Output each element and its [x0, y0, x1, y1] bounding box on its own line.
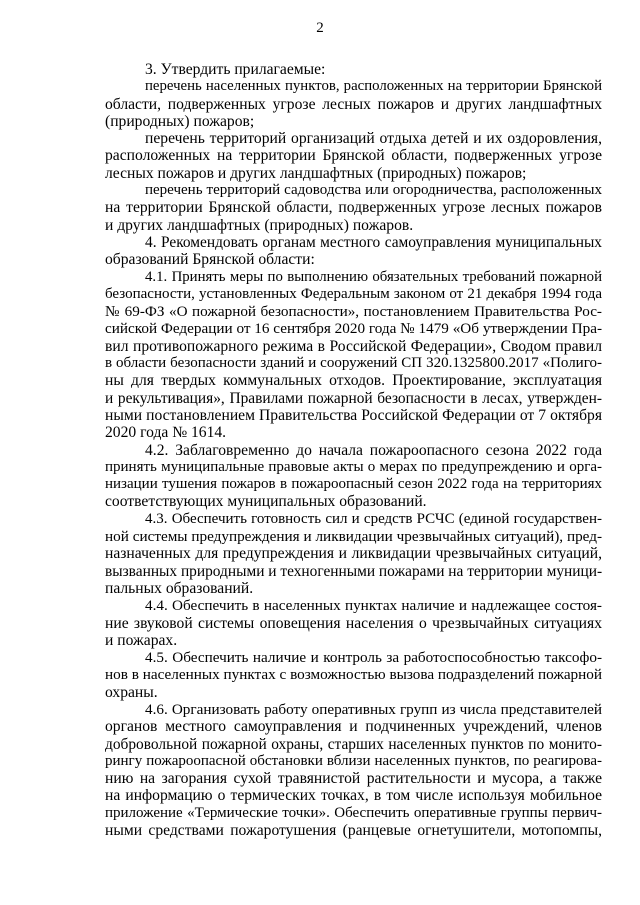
- text-line: ной системы предупреждения и ликвидации чрезвычайных ситуаций), пред-: [105, 528, 602, 546]
- text-line: в области безопасности зданий и сооружений СП 320.1325800.2017 «Полиго-: [105, 355, 602, 372]
- text-line: расположенных на территории Брянской области, подверженных угрозе: [105, 147, 602, 165]
- document-body: [105, 61, 602, 839]
- text-line: 4.5. Обеспечить наличие и контроль за работоспособностью таксофо-: [145, 649, 602, 667]
- text-line: перечень территорий организаций отдыха детей и их оздоровления,: [145, 130, 602, 148]
- text-line: вил противопожарного режима в Российской Федерации», Сводом правил: [105, 337, 602, 355]
- text-line: назначенных для предупреждения и ликвидации чрезвычайных ситуаций,: [105, 545, 602, 563]
- text-line: 2020 года № 1614.: [105, 424, 227, 442]
- text-line: рингу пожароопасной обстановки вблизи населенных пунктов, по реагирова-: [105, 752, 602, 769]
- text-line: сийской Федерации от 16 сентября 2020 года № 1479 «Об утверждении Пра-: [105, 320, 602, 338]
- text-line: пальных образований.: [105, 579, 254, 597]
- text-line: принять муниципальные правовые акты о мерах по предупреждению и орга-: [105, 458, 602, 475]
- text-line: № 69-ФЗ «О пожарной безопасности», постановлением Правительства Рос-: [105, 303, 602, 321]
- text-line: (природных) пожаров;: [105, 112, 255, 130]
- text-line: на информацию о термических точках, в том числе используя мобильное: [105, 787, 602, 805]
- text-line: 4.2. Заблаговременно до начала пожароопасного сезона 2022 года: [145, 441, 602, 459]
- text-line: добровольной пожарной охраны, старших населенных пунктов по монито-: [105, 735, 602, 753]
- text-line: приложение «Термические точки». Обеспечить оперативные группы первич-: [105, 804, 602, 821]
- text-line: ние звуковой системы оповещения населения о чрезвычайных ситуациях: [105, 614, 602, 632]
- text-line: 4. Рекомендовать органам местного самоуправления муниципальных: [145, 233, 602, 251]
- text-line: ными средствами пожаротушения (ранцевые огнетушители, мотопомпы,: [105, 822, 602, 840]
- text-line: ны для твердых коммунальных отходов. Проектирование, эксплуатация: [105, 372, 602, 390]
- text-line: охраны.: [105, 683, 158, 701]
- text-line: 3. Утвердить прилагаемые:: [145, 61, 326, 78]
- text-line: вызванных природными и техногенными пожарами на территории муници-: [105, 562, 603, 580]
- text-line: 4.3. Обеспечить готовность сил и средств РСЧС (единой государствен-: [145, 510, 602, 527]
- text-line: на территории Брянской области, подверженных угрозе лесных пожаров: [105, 199, 602, 217]
- page-number: 2: [316, 20, 324, 36]
- text-line: нов в населенных пунктах с возможностью вызова подразделений пожарной: [105, 666, 602, 684]
- text-line: образований Брянской области:: [105, 251, 315, 269]
- text-line: и других ландшафтных (природных) пожаров.: [105, 216, 414, 234]
- text-line: и рекультивация», Правилами пожарной безопасности в лесах, утвержден-: [105, 389, 602, 407]
- text-line: соответствующих муниципальных образований.: [105, 493, 427, 511]
- text-line: низации тушения пожаров в пожароопасный сезон 2022 года на территориях: [105, 476, 602, 493]
- text-line: ными постановлением Правительства Российской Федерации от 7 октября: [105, 406, 602, 424]
- text-line: 4.6. Организовать работу оперативных групп из числа представителей: [145, 700, 602, 718]
- text-line: 4.4. Обеспечить в населенных пунктах наличие и надлежащее состоя-: [145, 597, 602, 615]
- text-line: и пожарах.: [105, 631, 178, 649]
- text-line: нию на загорания сухой травянистой растительности и мусора, а также: [105, 770, 602, 788]
- text-line: органов местного самоуправления и подчиненных учреждений, членов: [105, 718, 602, 736]
- text-line: перечень территорий садоводства или огородничества, расположенных: [145, 182, 602, 199]
- text-line: перечень населенных пунктов, расположенных на территории Брянской: [145, 78, 602, 95]
- text-line: 4.1. Принять меры по выполнению обязательных требований пожарной: [145, 268, 602, 285]
- text-line: лесных пожаров и других ландшафтных (природных) пожаров;: [105, 164, 527, 182]
- text-line: области, подверженных угрозе лесных пожаров и других ландшафтных: [105, 95, 602, 113]
- text-line: безопасности, установленных Федеральным законом от 21 декабря 1994 года: [105, 285, 602, 302]
